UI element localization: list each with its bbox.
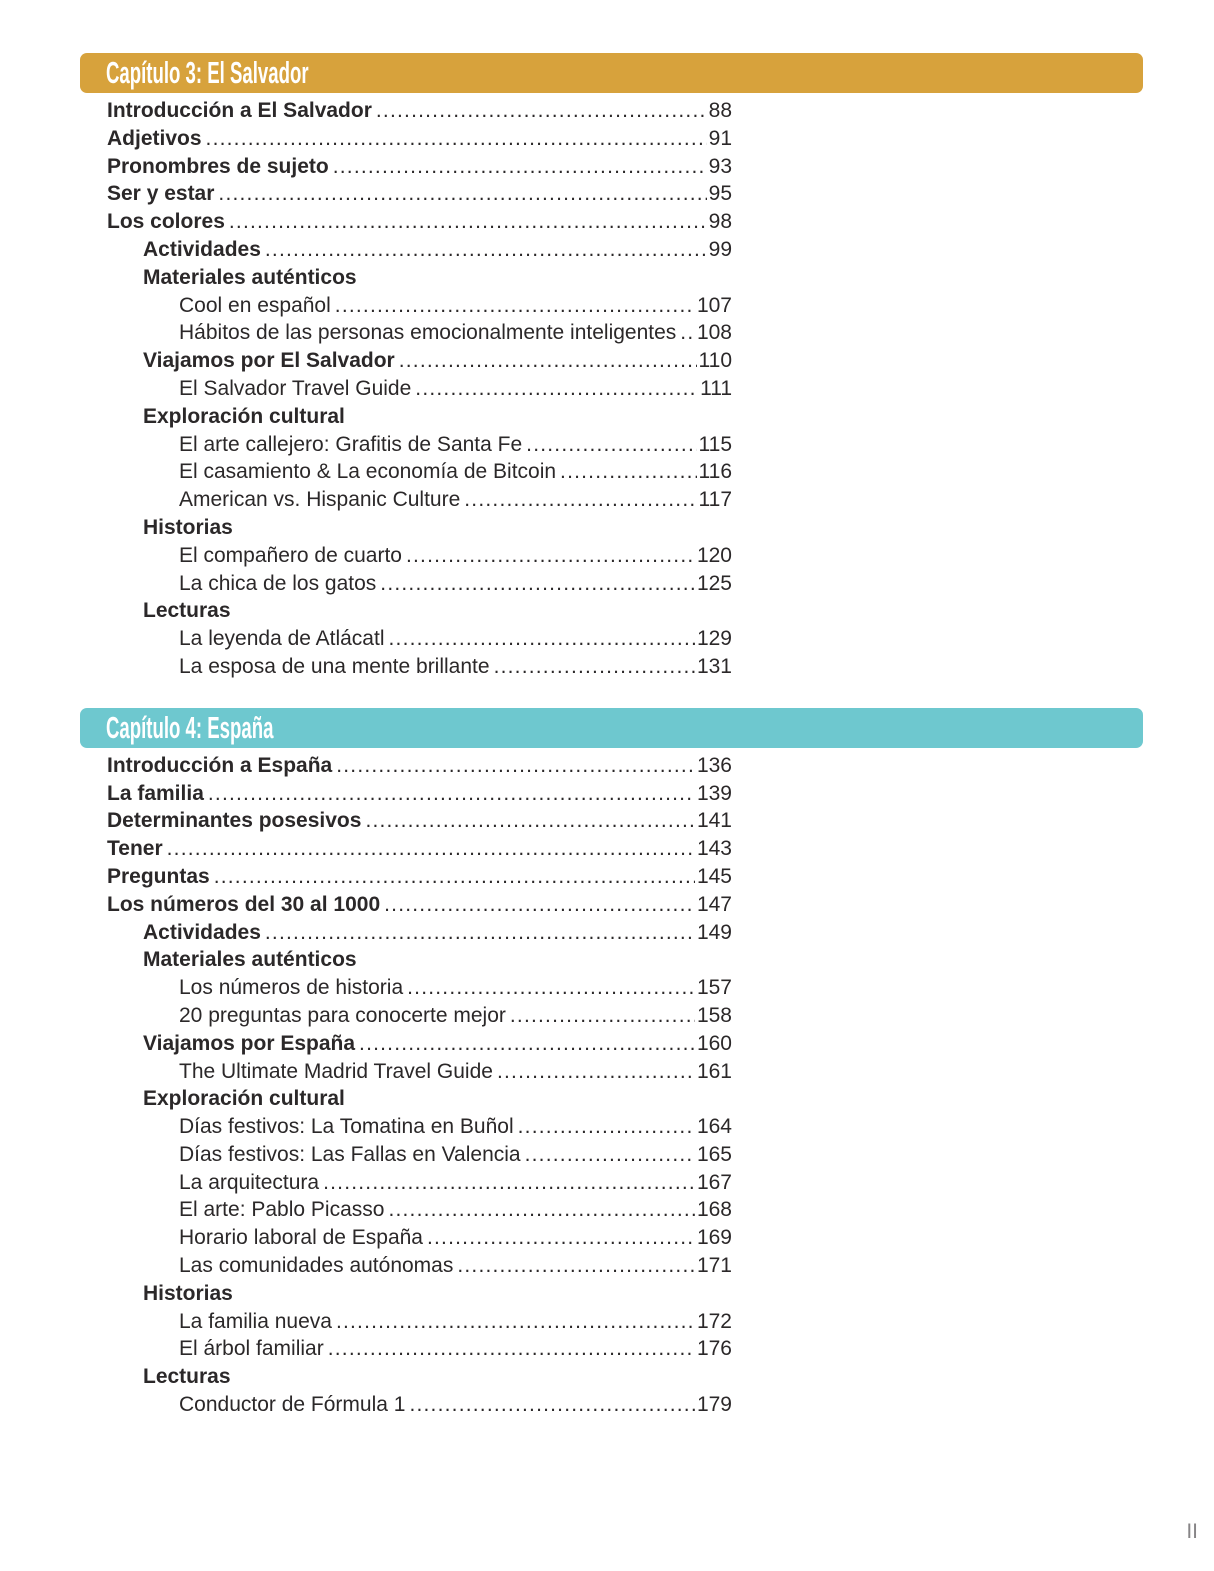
- toc-entry-label: Introducción a España: [107, 753, 333, 777]
- dot-leader: [261, 919, 695, 947]
- toc-entry-page: 136: [696, 753, 732, 777]
- toc-entry-label: El Salvador Travel Guide: [179, 376, 412, 400]
- toc-entry-page: 91: [708, 126, 732, 150]
- toc-entry-page: 107: [696, 293, 732, 317]
- toc-row: [107, 431, 732, 459]
- toc-entry-page: 120: [696, 543, 732, 567]
- toc-entry-page: 111: [700, 376, 732, 400]
- toc-entry-page: 117: [698, 488, 732, 512]
- toc-entry-label: Introducción a El Salvador: [107, 99, 372, 122]
- dot-leader: [332, 752, 695, 780]
- dot-leader: [376, 570, 695, 598]
- dot-leader: [384, 1196, 695, 1224]
- dot-leader: [324, 1335, 695, 1363]
- toc-entry-page: 99: [708, 237, 732, 261]
- toc-entry-label: Horario laboral de España: [179, 1226, 423, 1250]
- dot-leader: [210, 863, 695, 891]
- toc-entry-label: La familia: [107, 781, 204, 805]
- toc-entry-page: 164: [696, 1115, 732, 1139]
- toc-entry-label: Conductor de Fórmula 1: [179, 1393, 406, 1417]
- toc-entry-label: Viajamos por España: [143, 1031, 356, 1055]
- toc-row: [107, 1113, 732, 1141]
- toc-entry-label: Lecturas: [143, 1365, 231, 1389]
- dot-leader: [460, 486, 696, 514]
- dot-leader: [405, 1391, 695, 1419]
- toc-row: [107, 1002, 732, 1030]
- toc-entry-label: La chica de los gatos: [179, 571, 377, 595]
- toc-entry-label: Días festivos: La Tomatina en Buñol: [179, 1115, 514, 1139]
- toc-row: [107, 375, 732, 403]
- toc-entry-label: La leyenda de Atlácatl: [179, 627, 385, 651]
- toc-row: [107, 1363, 732, 1391]
- toc-entry-page: 171: [696, 1254, 732, 1278]
- toc-row: [107, 347, 732, 375]
- chapter-4-title: Capítulo 4: España: [106, 709, 274, 745]
- toc-entry-label: Historias: [143, 1281, 233, 1305]
- toc-entry-label: Tener: [107, 837, 163, 861]
- chapter-4-section: [80, 708, 1143, 1419]
- toc-row: [107, 292, 732, 320]
- toc-entry-page: 143: [696, 837, 732, 861]
- toc-entry-label: American vs. Hispanic Culture: [179, 488, 461, 512]
- toc-row: [107, 514, 732, 542]
- toc-entry-label: El compañero de cuarto: [179, 543, 402, 567]
- toc-document: [80, 53, 1143, 1419]
- dot-leader: [676, 319, 695, 347]
- toc-row: [107, 1252, 732, 1280]
- toc-entry-page: 141: [696, 809, 732, 833]
- toc-entry-label: Cool en español: [179, 293, 331, 317]
- toc-row: [107, 780, 732, 808]
- dot-leader: [556, 458, 696, 486]
- toc-row: [107, 1169, 732, 1197]
- dot-leader: [402, 542, 695, 570]
- toc-entry-label: Pronombres de sujeto: [107, 154, 329, 178]
- dot-leader: [522, 431, 696, 459]
- toc-entry-page: 88: [708, 99, 732, 122]
- toc-entry-page: 108: [696, 321, 732, 345]
- toc-row: [107, 1335, 732, 1363]
- toc-row: [107, 863, 732, 891]
- dot-leader: [385, 625, 695, 653]
- toc-row: [107, 891, 732, 919]
- dot-leader: [514, 1113, 695, 1141]
- toc-entry-page: 179: [696, 1393, 732, 1417]
- toc-entry-label: El casamiento & La economía de Bitcoin: [179, 460, 557, 484]
- dot-leader: [361, 807, 695, 835]
- toc-row: [107, 807, 732, 835]
- toc-row: [107, 752, 732, 780]
- toc-row: [107, 153, 732, 181]
- toc-entry-label: La esposa de una mente brillante: [179, 654, 490, 678]
- toc-entry-label: Hábitos de las personas emocionalmente inteligentes: [179, 321, 677, 345]
- dot-leader: [380, 891, 695, 919]
- toc-entry-page: 125: [696, 571, 732, 595]
- toc-entry-label: La familia nueva: [179, 1309, 332, 1333]
- toc-row: [107, 403, 732, 431]
- toc-row: [107, 597, 732, 625]
- toc-row: [107, 653, 732, 681]
- toc-row: [107, 208, 732, 236]
- toc-row: [107, 97, 732, 125]
- toc-entry-page: 98: [708, 210, 732, 234]
- toc-entry-page: 110: [698, 349, 732, 373]
- toc-entry-page: 116: [698, 460, 732, 484]
- toc-entry-page: 172: [696, 1309, 732, 1333]
- toc-entry-label: Historias: [143, 515, 233, 539]
- page-number: II: [1186, 1520, 1198, 1543]
- dot-leader: [506, 1002, 695, 1030]
- toc-row: [107, 236, 732, 264]
- toc-entry-label: Exploración cultural: [143, 404, 345, 428]
- toc-entry-label: Preguntas: [107, 864, 210, 888]
- toc-entry-page: 169: [696, 1226, 732, 1250]
- toc-row: [107, 946, 732, 974]
- toc-entry-label: Adjetivos: [107, 126, 202, 150]
- toc-entry-page: 165: [696, 1142, 732, 1166]
- toc-row: [107, 1224, 732, 1252]
- dot-leader: [355, 1030, 695, 1058]
- dot-leader: [453, 1252, 695, 1280]
- toc-entry-label: Los números de historia: [179, 976, 404, 1000]
- toc-entry-label: Lecturas: [143, 599, 231, 623]
- toc-entry-label: Las comunidades autónomas: [179, 1254, 454, 1278]
- toc-entry-page: 168: [696, 1198, 732, 1222]
- toc-entry-page: 161: [696, 1059, 732, 1083]
- toc-row: [107, 919, 732, 947]
- toc-row: [107, 542, 732, 570]
- toc-entry-label: 20 preguntas para conocerte mejor: [179, 1003, 506, 1027]
- toc-row: [107, 486, 732, 514]
- chapter-4-toc-list: [107, 752, 732, 1419]
- chapter-3-header-bar: [80, 53, 1143, 93]
- toc-entry-page: 115: [698, 432, 732, 456]
- toc-row: [107, 180, 732, 208]
- toc-entry-page: 93: [708, 154, 732, 178]
- dot-leader: [319, 1169, 695, 1197]
- toc-row: [107, 1030, 732, 1058]
- toc-row: [107, 125, 732, 153]
- dot-leader: [204, 780, 695, 808]
- toc-entry-label: Exploración cultural: [143, 1087, 345, 1111]
- toc-row: [107, 1141, 732, 1169]
- toc-entry-label: Los colores: [107, 210, 225, 234]
- toc-entry-page: 157: [696, 976, 732, 1000]
- toc-entry-label: La arquitectura: [179, 1170, 320, 1194]
- dot-leader: [214, 180, 706, 208]
- dot-leader: [225, 208, 707, 236]
- toc-row: [107, 264, 732, 292]
- dot-leader: [329, 153, 707, 181]
- toc-row: [107, 1280, 732, 1308]
- toc-row: [107, 835, 732, 863]
- dot-leader: [423, 1224, 695, 1252]
- toc-row: [107, 1308, 732, 1336]
- toc-entry-label: El arte: Pablo Picasso: [179, 1198, 385, 1222]
- dot-leader: [490, 653, 695, 681]
- toc-entry-page: 95: [708, 182, 732, 206]
- dot-leader: [332, 1308, 695, 1336]
- toc-entry-page: 167: [696, 1170, 732, 1194]
- toc-entry-label: Determinantes posesivos: [107, 809, 362, 833]
- toc-row: [107, 625, 732, 653]
- toc-row: [107, 1391, 732, 1419]
- dot-leader: [493, 1058, 695, 1086]
- toc-entry-label: Ser y estar: [107, 182, 215, 206]
- dot-leader: [202, 125, 707, 153]
- toc-entry-label: Materiales auténticos: [143, 265, 357, 289]
- dot-leader: [403, 974, 695, 1002]
- dot-leader: [163, 835, 695, 863]
- chapter-3-title: Capítulo 3: El Salvador: [106, 55, 309, 90]
- toc-entry-label: Días festivos: Las Fallas en Valencia: [179, 1142, 521, 1166]
- toc-entry-label: Los números del 30 al 1000: [107, 892, 381, 916]
- toc-entry-label: Materiales auténticos: [143, 948, 357, 972]
- toc-row: [107, 974, 732, 1002]
- toc-entry-label: Actividades: [143, 920, 261, 944]
- toc-entry-page: 139: [696, 781, 732, 805]
- toc-entry-page: 129: [696, 627, 732, 651]
- toc-entry-page: 158: [696, 1003, 732, 1027]
- toc-row: [107, 1196, 732, 1224]
- toc-entry-label: Viajamos por El Salvador: [143, 349, 395, 373]
- toc-row: [107, 458, 732, 486]
- dot-leader: [261, 236, 707, 264]
- chapter-4-header-bar: [80, 708, 1143, 748]
- toc-entry-label: El arte callejero: Grafitis de Santa Fe: [179, 432, 523, 456]
- dot-leader: [521, 1141, 695, 1169]
- toc-entry-label: The Ultimate Madrid Travel Guide: [179, 1059, 493, 1083]
- toc-row: [107, 319, 732, 347]
- toc-entry-page: 147: [696, 892, 732, 916]
- toc-entry-page: 145: [696, 864, 732, 888]
- dot-leader: [411, 375, 698, 403]
- toc-row: [107, 570, 732, 598]
- dot-leader: [372, 97, 707, 125]
- toc-entry-label: Actividades: [143, 237, 261, 261]
- toc-entry-page: 131: [696, 654, 732, 678]
- toc-row: [107, 1058, 732, 1086]
- toc-entry-page: 149: [696, 920, 732, 944]
- chapter-3-section: [80, 53, 1143, 681]
- toc-entry-label: El árbol familiar: [179, 1337, 324, 1361]
- toc-row: [107, 1085, 732, 1113]
- toc-entry-page: 176: [696, 1337, 732, 1361]
- toc-entry-page: 160: [696, 1031, 732, 1055]
- dot-leader: [331, 292, 695, 320]
- dot-leader: [395, 347, 697, 375]
- chapter-3-toc-list: [107, 97, 732, 681]
